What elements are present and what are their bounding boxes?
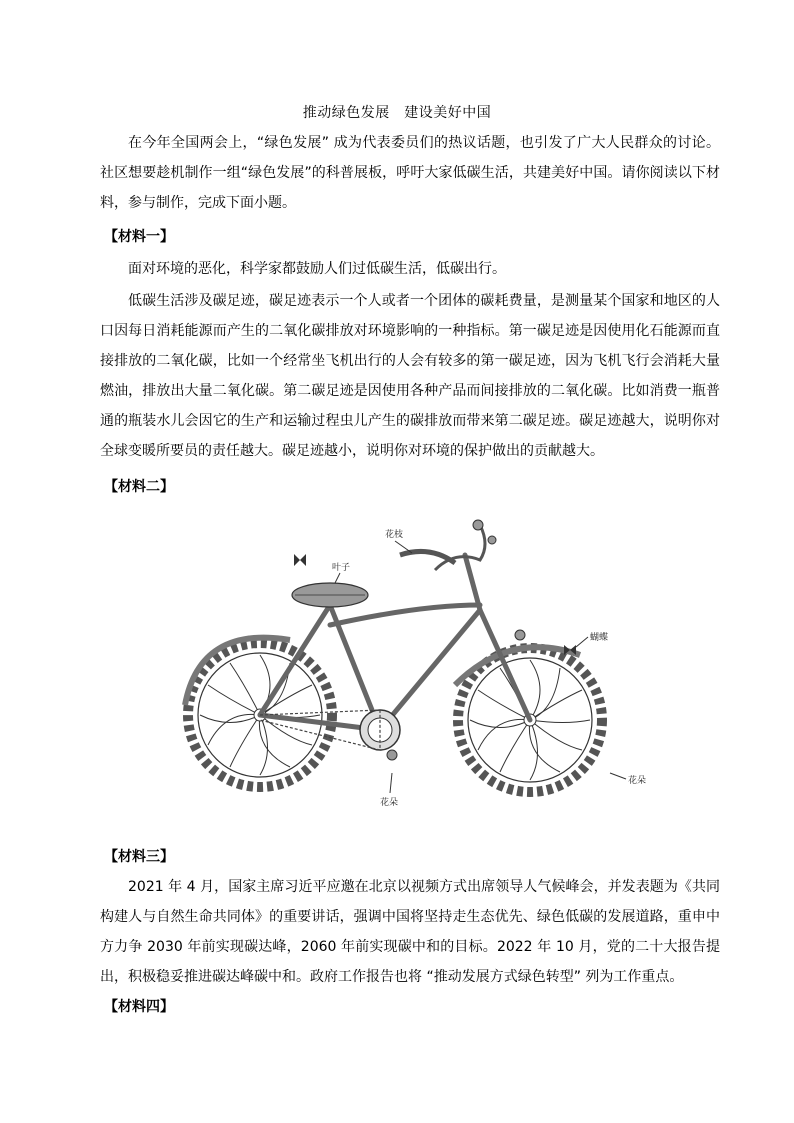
material-1-paragraph-2: 低碳生活涉及碳足迹，碳足迹表示一个人或者一个团体的碳耗费量，是测量某个国家和地区的人口因每日消耗能源而产生的二氧化碳排放对环境影响的一种指标。第一碳足迹是因使用化石能源而直接排放的二氧化碳，比如一个经常坐飞机出行的人会有较多的第一碳足迹，因为飞机飞行会消耗大量燃油，排放出大量二氧化碳。第二碳足迹是因使用各种产品而间接排放的二氧化碳。比如消费一瓶普通的瓶装水儿会因它的生产和运输过程虫儿产生的碳排放而带来第二碳足迹。碳足迹越大，说明你对全球变暖所要员的责任越大。碳足迹越小，说明你对环境的保护做出的贡献越大。 [100,293,720,459]
material-2-heading: 【材料二】 [104,479,174,495]
label-flower-left: 花朵 [380,798,399,808]
intro-paragraph: 在今年全国两会上，“绿色发展” 成为代表委员们的热议话题，也引发了广大人民群众的讨论。社区想要趁机制作一组“绿色发展”的科普展板，呼吁大家低碳生活，共建美好中国。请你阅读以下材料，参与制作，完成下面小题。 [100,135,720,211]
label-leaf: 叶子 [332,563,351,573]
page-title: 推动绿色发展 建设美好中国 [302,105,492,121]
material-1-paragraph-1: 面对环境的恶化，科学家都鼓励人们过低碳生活，低碳出行。 [128,261,506,277]
material-4-heading: 【材料四】 [104,999,174,1015]
label-branch: 花枝 [385,530,404,540]
material-3-heading: 【材料三】 [104,849,174,865]
bicycle-svg [180,515,670,825]
flower-bicycle-illustration [180,515,670,825]
label-flower-right: 花朵 [628,776,647,786]
material-1-heading: 【材料一】 [104,229,174,245]
material-3-paragraph-1: 2021 年 4 月，国家主席习近平应邀在北京以视频方式出席领导人气候峰会，并发表题为《共同构建人与自然生命共同体》的重要讲话，强调中国将坚持走生态优先、绿色低碳的发展道路，重申中方力争 2030 年前实现碳达峰，2060 年前实现碳中和的目标。2022 年 10 月，党的二十大报告提出，积极稳妥推进碳达峰碳中和。政府工作报告也将 “推动发展方式绿色转型” 列为工作重点。 [100,879,720,985]
label-butterfly: 蝴蝶 [590,633,609,643]
